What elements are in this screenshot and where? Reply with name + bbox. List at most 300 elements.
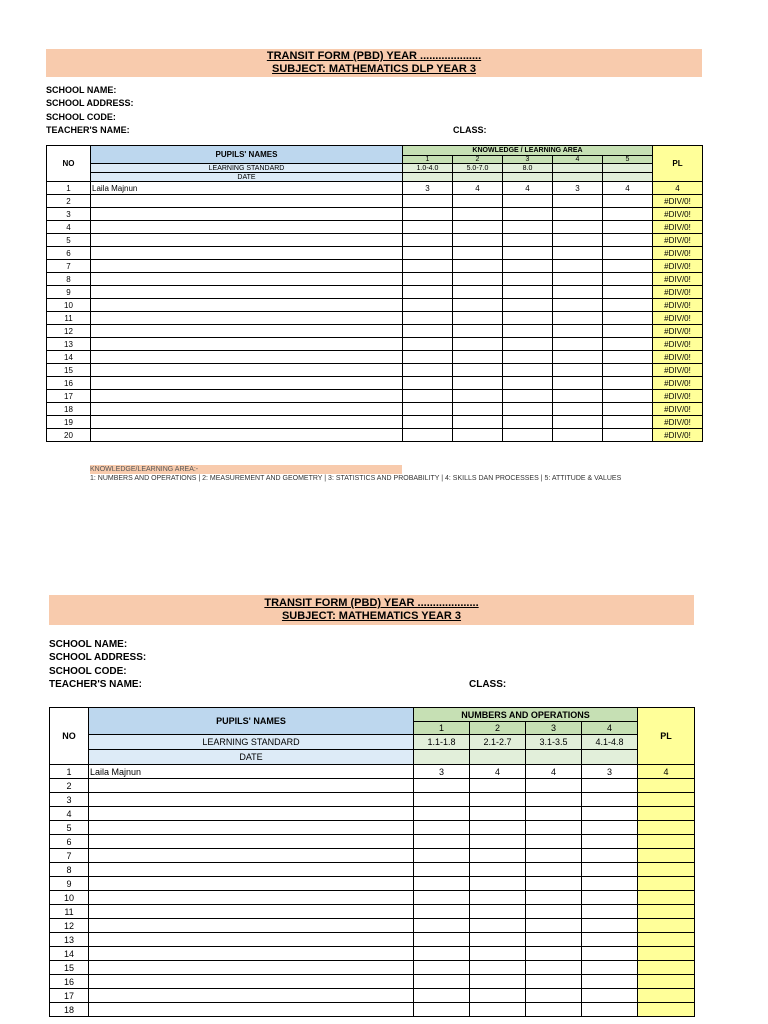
date-cell[interactable]: [582, 750, 638, 765]
teacher-name-label: TEACHER'S NAME:: [49, 679, 142, 690]
score-cell[interactable]: 4: [603, 182, 653, 195]
score-cell[interactable]: [603, 416, 653, 429]
score-cell[interactable]: [603, 312, 653, 325]
row-number: 14: [50, 947, 89, 961]
table-row: [50, 975, 695, 989]
score-cell[interactable]: [453, 286, 503, 299]
row-number: 4: [50, 807, 89, 821]
table-row: [50, 961, 695, 975]
score-cell[interactable]: [470, 905, 526, 919]
score-cell[interactable]: [526, 975, 582, 989]
standard-col-2: 5.0-7.0: [453, 164, 503, 173]
score-cell[interactable]: [603, 234, 653, 247]
row-number: 13: [50, 933, 89, 947]
score-cell[interactable]: [453, 312, 503, 325]
numbers-operations-header: NUMBERS AND OPERATIONS: [414, 708, 638, 722]
pupil-name-cell[interactable]: [91, 208, 403, 221]
score-cell[interactable]: [470, 961, 526, 975]
pupil-name-cell[interactable]: [89, 1003, 414, 1017]
score-cell[interactable]: [582, 793, 638, 807]
score-cell[interactable]: [403, 416, 453, 429]
table-row: [47, 377, 703, 390]
area-col-1: 1: [414, 722, 470, 735]
score-cell[interactable]: [603, 208, 653, 221]
score-cell[interactable]: [503, 390, 553, 403]
score-cell[interactable]: [526, 807, 582, 821]
score-cell[interactable]: 3: [403, 182, 453, 195]
table-row: [50, 807, 695, 821]
pupil-name-cell[interactable]: [91, 364, 403, 377]
score-cell[interactable]: [414, 793, 470, 807]
table-row: [50, 919, 695, 933]
score-cell[interactable]: [414, 905, 470, 919]
knowledge-area-header: KNOWLEDGE / LEARNING AREA: [403, 146, 653, 156]
score-cell[interactable]: [603, 247, 653, 260]
pupil-name-cell[interactable]: Laila Majnun: [89, 765, 414, 779]
score-cell[interactable]: [603, 351, 653, 364]
score-cell[interactable]: [526, 849, 582, 863]
score-cell[interactable]: [603, 221, 653, 234]
score-cell[interactable]: [526, 891, 582, 905]
row-number: 6: [50, 835, 89, 849]
score-cell[interactable]: [503, 195, 553, 208]
score-cell[interactable]: [553, 416, 603, 429]
pl-cell: 4: [638, 765, 695, 779]
pupil-name-cell[interactable]: [91, 390, 403, 403]
pupil-name-cell[interactable]: [91, 299, 403, 312]
table-row: [47, 182, 703, 195]
area-col-3: 3: [526, 722, 582, 735]
score-cell[interactable]: [582, 807, 638, 821]
table-row: [50, 905, 695, 919]
score-cell[interactable]: [470, 919, 526, 933]
row-number: 5: [47, 234, 91, 247]
score-cell[interactable]: [470, 891, 526, 905]
row-number: 18: [50, 1003, 89, 1017]
score-cell[interactable]: [453, 364, 503, 377]
score-cell[interactable]: [403, 312, 453, 325]
score-cell[interactable]: [582, 849, 638, 863]
row-number: 3: [50, 793, 89, 807]
score-cell[interactable]: [403, 286, 453, 299]
score-cell[interactable]: [403, 273, 453, 286]
score-cell[interactable]: [503, 273, 553, 286]
row-number: 16: [50, 975, 89, 989]
score-cell[interactable]: [453, 221, 503, 234]
row-number: 10: [47, 299, 91, 312]
score-cell[interactable]: [414, 919, 470, 933]
pupil-name-cell[interactable]: [89, 947, 414, 961]
score-cell[interactable]: [414, 821, 470, 835]
score-cell[interactable]: [603, 286, 653, 299]
pl-cell: [638, 877, 695, 891]
pupil-name-cell[interactable]: [91, 351, 403, 364]
score-cell[interactable]: [470, 933, 526, 947]
score-cell[interactable]: [526, 933, 582, 947]
pl-cell: #DIV/0!: [653, 312, 703, 325]
score-cell[interactable]: 4: [470, 765, 526, 779]
score-cell[interactable]: [603, 390, 653, 403]
standard-col-5: [603, 164, 653, 173]
row-number: 11: [47, 312, 91, 325]
score-cell[interactable]: [526, 835, 582, 849]
score-cell[interactable]: [453, 338, 503, 351]
form1-table: [46, 145, 703, 442]
score-cell[interactable]: [553, 364, 603, 377]
table-row: [50, 765, 695, 779]
table-row: [47, 221, 703, 234]
pupil-name-cell[interactable]: [89, 933, 414, 947]
pl-cell: #DIV/0!: [653, 390, 703, 403]
date-cell[interactable]: [414, 750, 470, 765]
score-cell[interactable]: [503, 312, 553, 325]
pupil-name-cell[interactable]: [91, 338, 403, 351]
table-row: [47, 364, 703, 377]
score-cell[interactable]: 3: [553, 182, 603, 195]
score-cell[interactable]: [503, 364, 553, 377]
score-cell[interactable]: [582, 863, 638, 877]
score-cell[interactable]: [470, 779, 526, 793]
score-cell[interactable]: [414, 933, 470, 947]
score-cell[interactable]: [403, 364, 453, 377]
pupil-name-cell[interactable]: [91, 416, 403, 429]
pl-header: PL: [638, 708, 695, 765]
score-cell[interactable]: [603, 338, 653, 351]
pupil-name-cell[interactable]: [89, 807, 414, 821]
score-cell[interactable]: [403, 429, 453, 442]
score-cell[interactable]: [582, 1003, 638, 1017]
score-cell[interactable]: 3: [414, 765, 470, 779]
table-row: [50, 933, 695, 947]
score-cell[interactable]: [453, 325, 503, 338]
score-cell[interactable]: [503, 208, 553, 221]
table-row: [47, 325, 703, 338]
score-cell[interactable]: [414, 961, 470, 975]
score-cell[interactable]: 4: [453, 182, 503, 195]
pl-cell: #DIV/0!: [653, 338, 703, 351]
score-cell[interactable]: [526, 1003, 582, 1017]
pl-cell: [638, 975, 695, 989]
score-cell[interactable]: [553, 312, 603, 325]
score-cell[interactable]: [414, 779, 470, 793]
table-row: [50, 947, 695, 961]
date-cell[interactable]: [503, 173, 553, 182]
score-cell[interactable]: [403, 299, 453, 312]
score-cell[interactable]: [582, 835, 638, 849]
score-cell[interactable]: [553, 403, 603, 416]
score-cell[interactable]: [414, 947, 470, 961]
pupil-name-cell[interactable]: [89, 905, 414, 919]
score-cell[interactable]: [470, 821, 526, 835]
score-cell[interactable]: [453, 208, 503, 221]
score-cell[interactable]: [403, 325, 453, 338]
score-cell[interactable]: [403, 260, 453, 273]
score-cell[interactable]: [526, 877, 582, 891]
score-cell[interactable]: [526, 989, 582, 1003]
table-row: [47, 260, 703, 273]
score-cell[interactable]: [603, 260, 653, 273]
score-cell[interactable]: [403, 403, 453, 416]
score-cell[interactable]: [526, 779, 582, 793]
score-cell[interactable]: [503, 338, 553, 351]
learning-standard-header: LEARNING STANDARD: [91, 164, 403, 173]
score-cell[interactable]: [453, 403, 503, 416]
standard-col-1: 1.1-1.8: [414, 735, 470, 750]
row-number: 1: [47, 182, 91, 195]
pupil-name-cell[interactable]: Laila Majnun: [91, 182, 403, 195]
score-cell[interactable]: [503, 286, 553, 299]
score-cell[interactable]: [553, 247, 603, 260]
score-cell[interactable]: [553, 351, 603, 364]
score-cell[interactable]: [603, 325, 653, 338]
pl-cell: #DIV/0!: [653, 286, 703, 299]
score-cell[interactable]: [453, 351, 503, 364]
score-cell[interactable]: [414, 989, 470, 1003]
pupil-name-cell[interactable]: [91, 234, 403, 247]
score-cell[interactable]: [503, 403, 553, 416]
score-cell[interactable]: [414, 877, 470, 891]
score-cell[interactable]: [603, 364, 653, 377]
table-row: [50, 793, 695, 807]
date-cell[interactable]: [403, 173, 453, 182]
table-row: [50, 779, 695, 793]
pupil-name-cell[interactable]: [89, 989, 414, 1003]
score-cell[interactable]: [526, 919, 582, 933]
score-cell[interactable]: [603, 377, 653, 390]
score-cell[interactable]: 3: [582, 765, 638, 779]
table-row: [50, 877, 695, 891]
table-row: [47, 390, 703, 403]
pupil-name-cell[interactable]: [89, 975, 414, 989]
standard-col-3: 3.1-3.5: [526, 735, 582, 750]
pupil-name-cell[interactable]: [91, 403, 403, 416]
pl-cell: [638, 863, 695, 877]
score-cell[interactable]: [453, 273, 503, 286]
pupil-name-cell[interactable]: [89, 891, 414, 905]
pupil-name-cell[interactable]: [91, 260, 403, 273]
form2-table: [49, 707, 695, 1017]
score-cell[interactable]: [503, 299, 553, 312]
score-cell[interactable]: [503, 325, 553, 338]
score-cell[interactable]: [470, 835, 526, 849]
score-cell[interactable]: [503, 221, 553, 234]
table-row: [50, 989, 695, 1003]
date-cell[interactable]: [453, 173, 503, 182]
table-row: [47, 208, 703, 221]
score-cell[interactable]: [582, 877, 638, 891]
score-cell[interactable]: [403, 338, 453, 351]
score-cell[interactable]: [553, 286, 603, 299]
score-cell[interactable]: [414, 849, 470, 863]
score-cell[interactable]: [453, 195, 503, 208]
pupil-name-cell[interactable]: [91, 286, 403, 299]
table-row: [50, 891, 695, 905]
score-cell[interactable]: [414, 835, 470, 849]
score-cell[interactable]: [470, 975, 526, 989]
score-cell[interactable]: [553, 260, 603, 273]
pupil-name-cell[interactable]: [89, 821, 414, 835]
score-cell[interactable]: [553, 234, 603, 247]
date-header: DATE: [91, 173, 403, 182]
pl-cell: [638, 807, 695, 821]
row-number: 10: [50, 891, 89, 905]
score-cell[interactable]: [582, 821, 638, 835]
score-cell[interactable]: [414, 1003, 470, 1017]
score-cell[interactable]: [470, 863, 526, 877]
score-cell[interactable]: [553, 325, 603, 338]
score-cell[interactable]: 4: [526, 765, 582, 779]
score-cell[interactable]: [470, 947, 526, 961]
school-name-label: SCHOOL NAME:: [46, 85, 117, 95]
score-cell[interactable]: [453, 260, 503, 273]
score-cell[interactable]: [453, 234, 503, 247]
score-cell[interactable]: [403, 247, 453, 260]
score-cell[interactable]: [403, 234, 453, 247]
row-number: 7: [50, 849, 89, 863]
score-cell[interactable]: [453, 377, 503, 390]
pupil-name-cell[interactable]: [91, 247, 403, 260]
score-cell[interactable]: [603, 429, 653, 442]
row-number: 6: [47, 247, 91, 260]
form2-subject: SUBJECT: MATHEMATICS YEAR 3: [281, 610, 462, 622]
score-cell[interactable]: [582, 989, 638, 1003]
score-cell[interactable]: [603, 299, 653, 312]
pupil-name-cell[interactable]: [89, 919, 414, 933]
score-cell[interactable]: [403, 377, 453, 390]
score-cell[interactable]: [470, 807, 526, 821]
pupil-name-cell[interactable]: [91, 273, 403, 286]
score-cell[interactable]: [503, 351, 553, 364]
score-cell[interactable]: [553, 377, 603, 390]
score-cell[interactable]: [526, 947, 582, 961]
table-row: [47, 429, 703, 442]
score-cell[interactable]: [503, 234, 553, 247]
standard-col-3: 8.0: [503, 164, 553, 173]
score-cell[interactable]: [553, 299, 603, 312]
score-cell[interactable]: [553, 195, 603, 208]
row-number: 18: [47, 403, 91, 416]
score-cell[interactable]: [603, 195, 653, 208]
pupil-name-cell[interactable]: [89, 835, 414, 849]
score-cell[interactable]: [582, 779, 638, 793]
score-cell[interactable]: [453, 390, 503, 403]
score-cell[interactable]: [470, 877, 526, 891]
score-cell[interactable]: [553, 273, 603, 286]
score-cell[interactable]: [582, 947, 638, 961]
pupil-name-cell[interactable]: [89, 961, 414, 975]
pl-cell: [638, 1003, 695, 1017]
score-cell[interactable]: [582, 933, 638, 947]
score-cell[interactable]: [503, 429, 553, 442]
score-cell[interactable]: [582, 975, 638, 989]
score-cell[interactable]: [582, 891, 638, 905]
score-cell[interactable]: [414, 863, 470, 877]
score-cell[interactable]: [553, 221, 603, 234]
score-cell[interactable]: [414, 807, 470, 821]
pl-header: PL: [653, 146, 703, 182]
pl-cell: #DIV/0!: [653, 429, 703, 442]
score-cell[interactable]: [503, 260, 553, 273]
score-cell[interactable]: [503, 247, 553, 260]
area-col-2: 2: [453, 156, 503, 164]
row-number: 15: [50, 961, 89, 975]
score-cell[interactable]: [403, 221, 453, 234]
row-number: 8: [47, 273, 91, 286]
score-cell[interactable]: 4: [503, 182, 553, 195]
pl-cell: [638, 905, 695, 919]
table-row: [50, 1003, 695, 1017]
pupil-name-cell[interactable]: [89, 793, 414, 807]
score-cell[interactable]: [403, 390, 453, 403]
score-cell[interactable]: [414, 975, 470, 989]
pupil-name-cell[interactable]: [91, 325, 403, 338]
score-cell[interactable]: [582, 919, 638, 933]
form1-banner: [46, 49, 702, 77]
score-cell[interactable]: [453, 429, 503, 442]
score-cell[interactable]: [553, 429, 603, 442]
table-row: [47, 351, 703, 364]
score-cell[interactable]: [403, 351, 453, 364]
pupil-name-cell[interactable]: [91, 195, 403, 208]
pupil-name-cell[interactable]: [89, 779, 414, 793]
score-cell[interactable]: [503, 416, 553, 429]
score-cell[interactable]: [526, 961, 582, 975]
score-cell[interactable]: [453, 299, 503, 312]
score-cell[interactable]: [526, 905, 582, 919]
score-cell[interactable]: [470, 793, 526, 807]
score-cell[interactable]: [453, 247, 503, 260]
score-cell[interactable]: [582, 961, 638, 975]
area-col-1: 1: [403, 156, 453, 164]
date-cell[interactable]: [603, 173, 653, 182]
score-cell[interactable]: [526, 863, 582, 877]
score-cell[interactable]: [603, 273, 653, 286]
score-cell[interactable]: [553, 390, 603, 403]
standard-col-2: 2.1-2.7: [470, 735, 526, 750]
pupil-name-cell[interactable]: [91, 429, 403, 442]
score-cell[interactable]: [503, 377, 553, 390]
score-cell[interactable]: [470, 849, 526, 863]
table-row: [47, 312, 703, 325]
date-cell[interactable]: [553, 173, 603, 182]
score-cell[interactable]: [470, 989, 526, 1003]
score-cell[interactable]: [403, 195, 453, 208]
pupil-name-cell[interactable]: [89, 863, 414, 877]
pupil-name-cell[interactable]: [89, 877, 414, 891]
pupil-name-cell[interactable]: [91, 221, 403, 234]
score-cell[interactable]: [603, 403, 653, 416]
pl-cell: [638, 989, 695, 1003]
score-cell[interactable]: [403, 208, 453, 221]
date-cell[interactable]: [470, 750, 526, 765]
row-number: 12: [50, 919, 89, 933]
score-cell[interactable]: [553, 208, 603, 221]
no-header: NO: [47, 146, 91, 182]
pl-cell: #DIV/0!: [653, 351, 703, 364]
date-cell[interactable]: [526, 750, 582, 765]
row-number: 3: [47, 208, 91, 221]
pupil-name-cell[interactable]: [91, 312, 403, 325]
score-cell[interactable]: [453, 416, 503, 429]
score-cell[interactable]: [526, 793, 582, 807]
score-cell[interactable]: [470, 1003, 526, 1017]
pupil-name-cell[interactable]: [89, 849, 414, 863]
pupil-name-cell[interactable]: [91, 377, 403, 390]
score-cell[interactable]: [582, 905, 638, 919]
score-cell[interactable]: [526, 821, 582, 835]
score-cell[interactable]: [414, 891, 470, 905]
score-cell[interactable]: [553, 338, 603, 351]
